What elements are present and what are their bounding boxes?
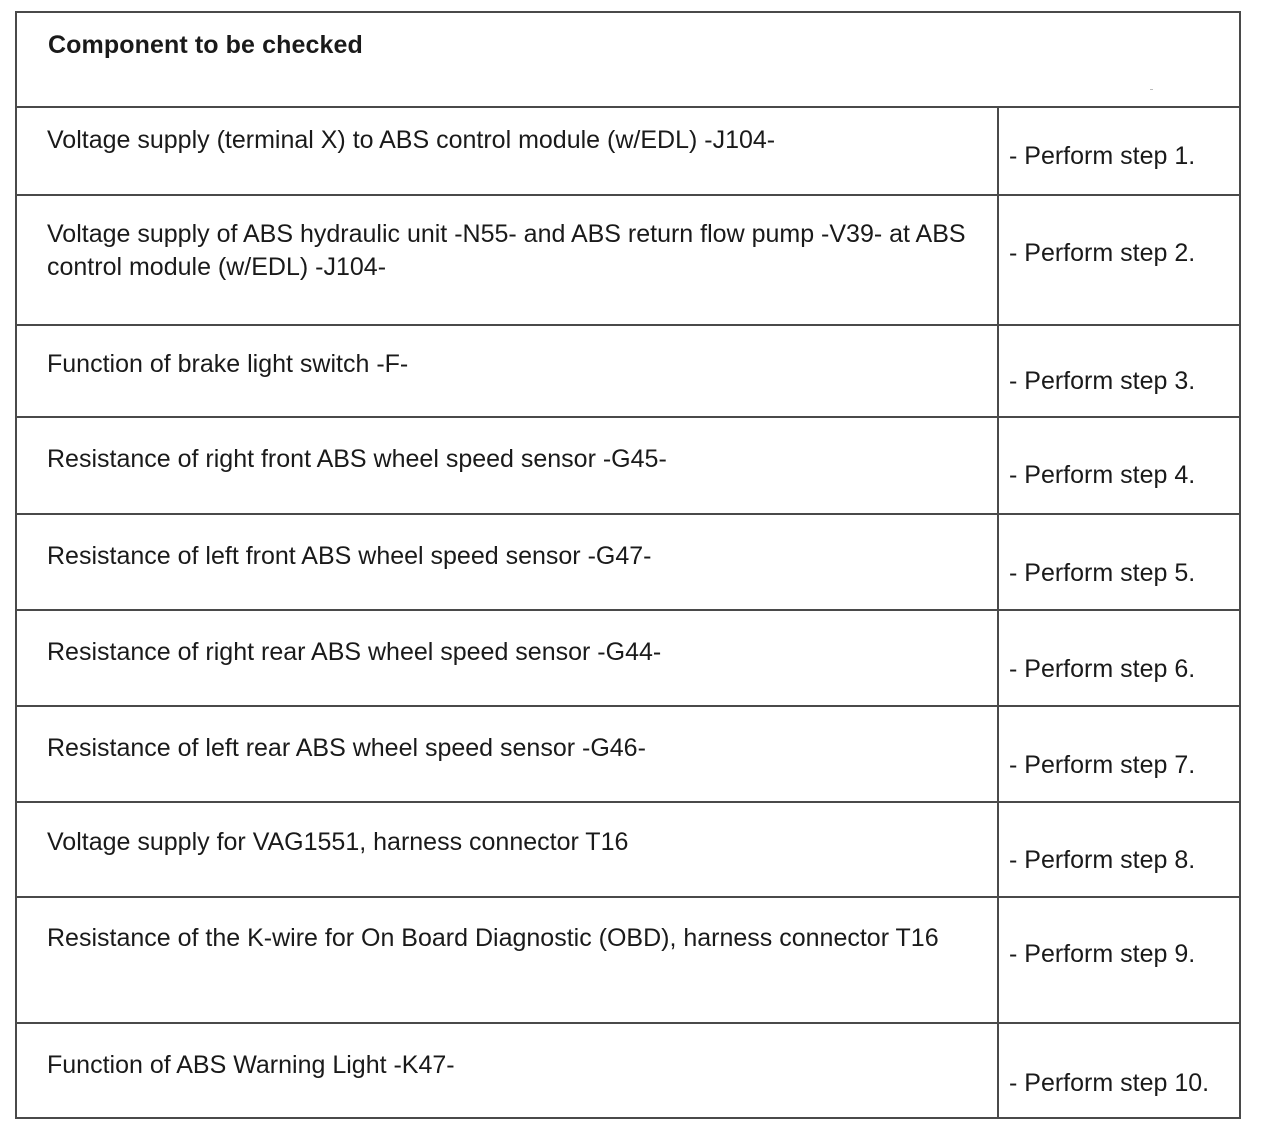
component-cell [16, 107, 998, 195]
action-cell [998, 325, 1240, 417]
table-row [16, 1023, 1240, 1118]
component-text: Resistance of the K-wire for On Board Diagnostic (OBD), harness connector T16 [47, 924, 939, 952]
component-cell [16, 897, 998, 1023]
action-text: - Perform step 10. [1009, 1069, 1210, 1097]
component-text: Function of ABS Warning Light -K47- [47, 1051, 455, 1079]
action-cell [998, 802, 1240, 897]
action-cell [998, 706, 1240, 802]
component-cell [16, 706, 998, 802]
action-cell [998, 417, 1240, 514]
table-row [16, 195, 1240, 325]
component-cell [16, 1023, 998, 1118]
action-cell [998, 897, 1240, 1023]
component-cell [16, 610, 998, 706]
component-cell [16, 514, 998, 610]
component-check-table [15, 11, 1241, 1119]
component-text: Resistance of left front ABS wheel speed sensor -G47- [47, 542, 652, 570]
scan-artifact [1150, 89, 1153, 90]
component-text: Voltage supply (terminal X) to ABS control module (w/EDL) -J104- [47, 126, 776, 154]
table-row [16, 897, 1240, 1023]
action-text: - Perform step 4. [1009, 461, 1196, 489]
action-text: - Perform step 5. [1009, 559, 1196, 587]
action-text: - Perform step 8. [1009, 846, 1196, 874]
table-row [16, 514, 1240, 610]
component-text: Resistance of right rear ABS wheel speed sensor -G44- [47, 638, 662, 666]
action-cell [998, 1023, 1240, 1118]
table-header-cell [16, 12, 1240, 107]
table-row [16, 107, 1240, 195]
component-text: Function of brake light switch -F- [47, 350, 409, 378]
table-header-row [16, 12, 1240, 107]
component-text: Voltage supply for VAG1551, harness connector T16 [47, 828, 629, 856]
component-text: Resistance of right front ABS wheel speed sensor -G45- [47, 445, 667, 473]
action-cell [998, 610, 1240, 706]
action-cell [998, 107, 1240, 195]
component-cell [16, 417, 998, 514]
component-text: Resistance of left rear ABS wheel speed sensor -G46- [47, 734, 646, 762]
action-text: - Perform step 3. [1009, 367, 1196, 395]
component-cell [16, 325, 998, 417]
table-row [16, 802, 1240, 897]
action-text: - Perform step 9. [1009, 940, 1196, 968]
action-text: - Perform step 2. [1009, 239, 1196, 267]
table-row [16, 417, 1240, 514]
table-row [16, 610, 1240, 706]
component-cell [16, 802, 998, 897]
table-row [16, 706, 1240, 802]
action-text: - Perform step 7. [1009, 751, 1196, 779]
action-cell [998, 195, 1240, 325]
table-header: Component to be checked [48, 31, 363, 59]
action-text: - Perform step 6. [1009, 655, 1196, 683]
action-text: - Perform step 1. [1009, 142, 1196, 170]
component-cell [16, 195, 998, 325]
action-cell [998, 514, 1240, 610]
component-text: Voltage supply of ABS hydraulic unit -N55- and ABS return flow pump -V39- at ABS control module (w/EDL) -J104- [47, 220, 966, 281]
table-row [16, 325, 1240, 417]
